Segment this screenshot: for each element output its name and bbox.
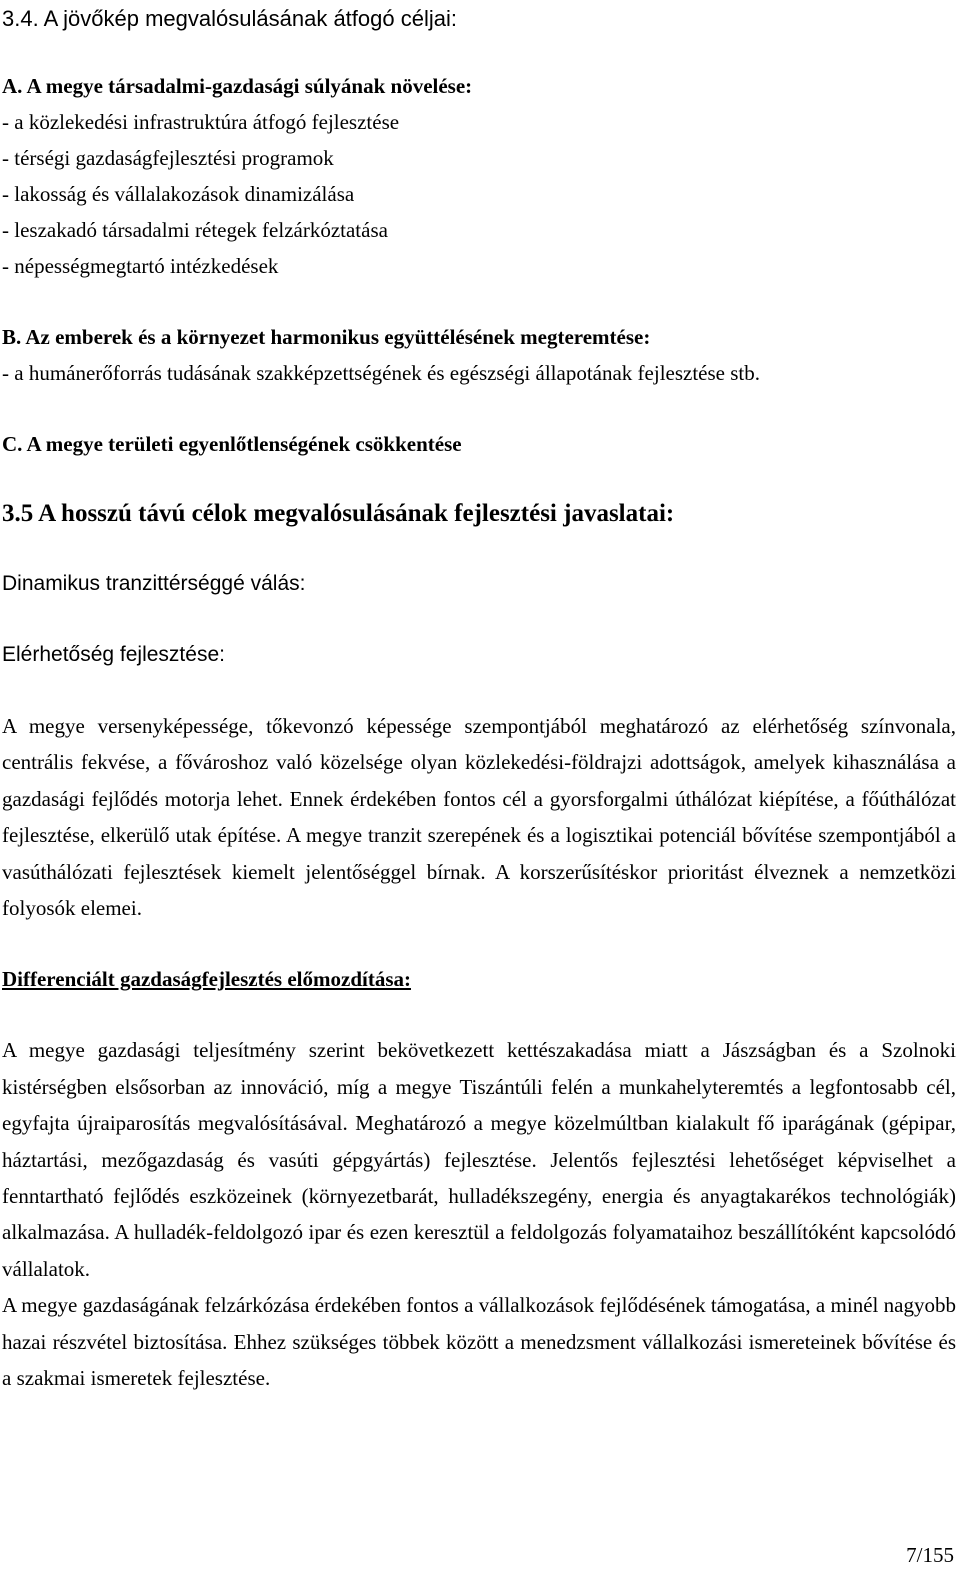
section-title-3-4: 3.4. A jövőkép megvalósulásának átfogó céljai: bbox=[2, 6, 457, 31]
goal-c-heading: C. A megye területi egyenlőtlenségének csökkentése bbox=[2, 432, 462, 456]
goal-a-item: - a közlekedési infrastruktúra átfogó fejlesztése bbox=[2, 110, 400, 134]
paragraph-economic-development: A megye gazdasági teljesítmény szerint bekövetkezett kettészakadása miatt a Jászságban és a Szolnoki kistérségben elsősorban az innováció, míg a megye Tiszántúli felén a munkahelyteremtés a legfontosabb cél, egyfajta újraiparosítás megvalósításával. Meghatározó a megye közelmúltban kialakult fő iparágának (gépipar, háztartási, mezőgazdaság és vasúti gépgyártás) fejlesztése. Jelentős fejlesztési lehetőséget képviselhet a fenntartható fejlődés eszközeinek (környezetbarát, hulladékszegény, energia és anyagtakarékos technológiák) alkalmazása. A hulladék-feldolgozó ipar és ezen keresztül a feldolgozás folyamataihoz beszállítóként kapcsolódó vállalatok. bbox=[2, 1038, 956, 1281]
goal-a-item: - leszakadó társadalmi rétegek felzárkóztatása bbox=[2, 218, 388, 242]
subsection-title: Dinamikus tranzittérséggé válás: bbox=[2, 572, 306, 595]
goal-a-heading: A. A megye társadalmi-gazdasági súlyának növelése: bbox=[2, 74, 473, 98]
page-number: 7/155 bbox=[906, 1543, 954, 1567]
paragraph-accessibility: A megye versenyképessége, tőkevonzó képessége szempontjából meghatározó az elérhetőség színvonala, centrális fekvése, a fővároshoz való közelsége olyan közlekedési-földrajzi adottságok, amelyek kihasználása a gazdasági fejlődés motorja lehet. Ennek érdekében fontos cél a gyorsforgalmi úthálózat kiépítése, a főúthálózat fejlesztése, elkerülő utak építése. A megye tranzit szerepének és a logisztikai potenciál bővítése szempontjából a vasúthálózati fejlesztések kiemelt jelentőséggel bírnak. A korszerűsítéskor prioritást élveznek a nemzetközi folyosók elemei. bbox=[2, 714, 956, 921]
goal-b-item: - a humánerőforrás tudásának szakképzettségének és egészségi állapotának fejlesztése stb. bbox=[2, 361, 760, 385]
subsection-heading-economic-development: Differenciált gazdaságfejlesztés előmozdítása: bbox=[2, 967, 411, 992]
goal-a-item: - térségi gazdaságfejlesztési programok bbox=[2, 146, 334, 170]
goal-b-heading: B. Az emberek és a környezet harmonikus együttélésének megteremtése: bbox=[2, 325, 651, 349]
paragraph-enterprise-support: A megye gazdaságának felzárkózása érdekében fontos a vállalkozások fejlődésének támogatása, a minél nagyobb hazai részvétel biztosítása. Ehhez szükséges többek között a menedzsment vállalkozási ismereteinek bővítése és a szakmai ismeretek fejlesztése. bbox=[2, 1293, 956, 1391]
goal-a-item: - népességmegtartó intézkedések bbox=[2, 254, 279, 278]
goal-a-item: - lakosság és vállalakozások dinamizálása bbox=[2, 182, 355, 206]
section-title-3-5: 3.5 A hosszú távú célok megvalósulásának fejlesztési javaslatai: bbox=[2, 500, 675, 527]
subsection-subtitle: Elérhetőség fejlesztése: bbox=[2, 643, 225, 666]
